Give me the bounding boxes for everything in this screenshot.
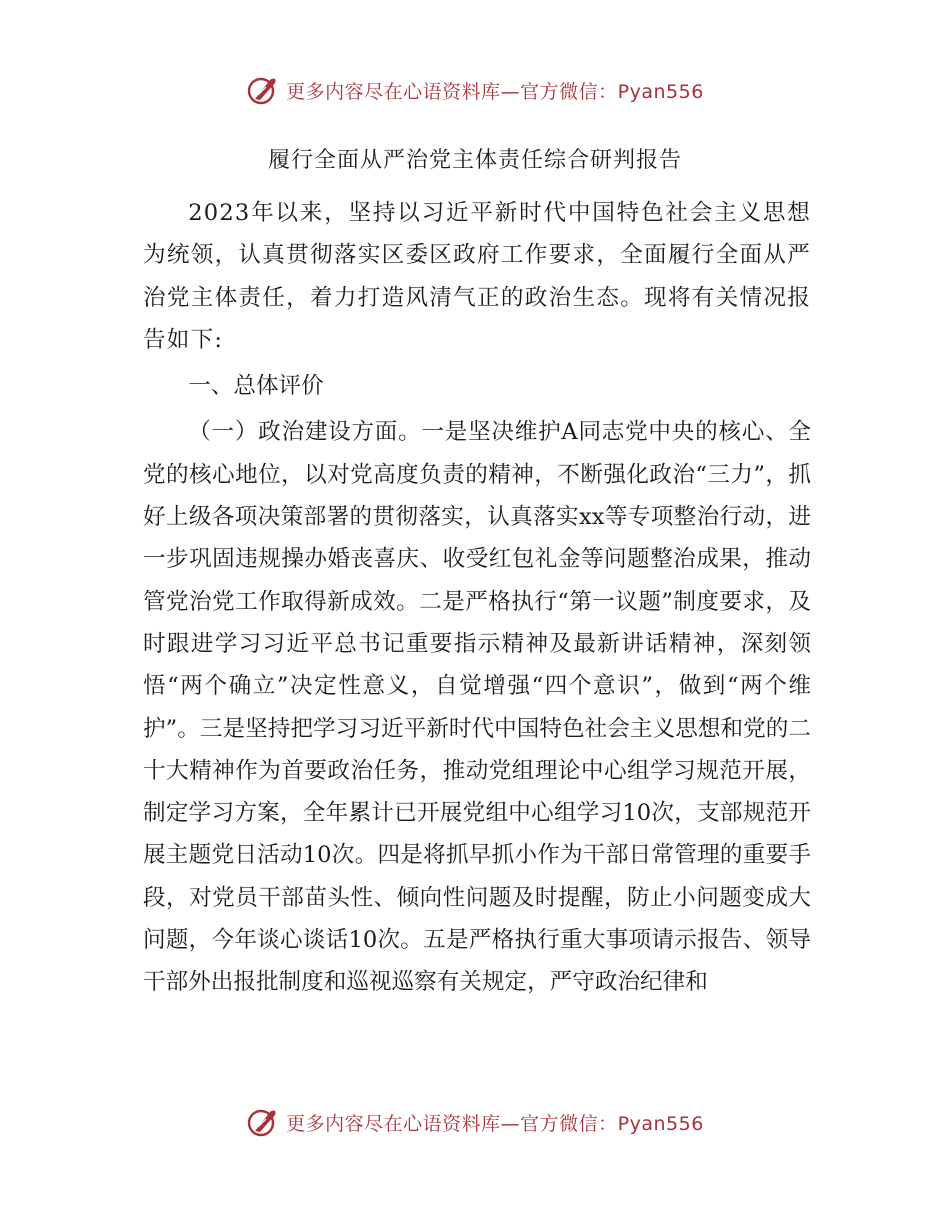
document-body [143,192,811,1004]
body-paragraph: （一）政治建设方面。一是坚决维护A同志党中央的核心、全党的核心地位，以对党高度负责的精神，不断强化政治“三力”，抓好上级各项决策部署的贯彻落实，认真落实xx等专项整治行动，进一步巩固违规操办婚丧喜庆、收受红包礼金等问题整治成果，推动管党治党工作取得新成效。二是严格执行“第一议题”制度要求，及时跟进学习习近平总书记重要指示精神及最新讲话精神，深刻领悟“两个确立”决定性意义，自觉增强“四个意识”，做到“两个维护”。三是坚持把学习习近平新时代中国特色社会主义思想和党的二十大精神作为首要政治任务，推动党组理论中心组学习规范开展，制定学习方案，全年累计已开展党组中心组学习10次，支部规范开展主题党日活动10次。四是将抓早抓小作为干部日常管理的重要手段，对党员干部苗头性、倾向性问题及时提醒，防止小问题变成大问题，今年谈心谈话10次。五是严格执行重大事项请示报告、领导干部外出报批制度和巡视巡察有关规定，严守政治纪律和 [143,419,811,996]
feather-pen-logo-icon [246,1105,280,1139]
header-watermark-banner [0,70,950,110]
watermark-text: 更多内容尽在心语资料库—官方微信：Pyan556 [286,1112,704,1135]
watermark-text: 更多内容尽在心语资料库—官方微信：Pyan556 [286,80,704,103]
intro-paragraph: 2023年以来，坚持以习近平新时代中国特色社会主义思想为统领，认真贯彻落实区委区政府工作要求，全面履行全面从严治党主体责任，着力打造风清气正的政治生态。现将有关情况报告如下: [143,200,811,353]
document-title: 履行全面从严治党主体责任综合研判报告 [267,148,682,173]
footer-watermark-banner [0,1102,950,1142]
section-heading: 一、总体评价 [188,373,324,400]
feather-pen-logo-icon [246,73,280,107]
